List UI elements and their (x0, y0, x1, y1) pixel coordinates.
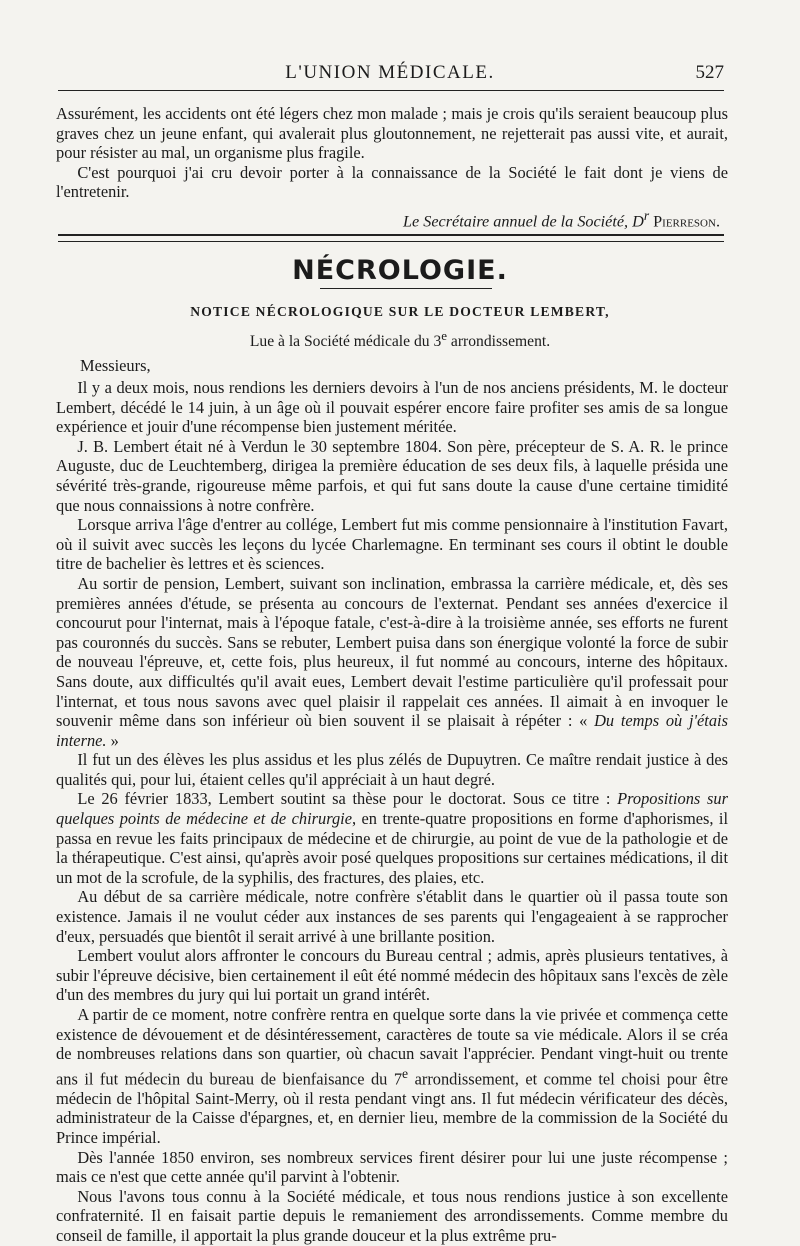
notice-subtitle-text-end: arrondissement. (447, 333, 551, 351)
title-underline (320, 288, 492, 289)
paragraph-text-end: , en trente-quatre propositions en forme d'aphorismes, il passa en revue les faits principaux de médecine et de chirurgie, au point de vue de la pathologie et de la thérapeutique. C'est ainsi, qu'après avoir posé quelques propositions sur certaines médications, il dit un mot de la scrofule, de la syphilis, des fractures, des plaies, etc. (56, 809, 729, 887)
paragraph: Nous l'avons tous connu à la Société médicale, et tous nous rendions justice à son excellente confraternité. Il en faisait partie depuis le remaniement des arrondissements. Comme membre du conseil de famille, il apportait la plus grande douceur et la plus extrême pru- (56, 1186, 728, 1245)
paragraph: Il y a deux mois, nous rendions les derniers devoirs à l'un de nos anciens présidents, M. le docteur Lembert, décédé le 14 juin, à un âge où il pouvait espérer encore faire profiter ses amis de sa longue expérience et jouir d'une récompense bien justement méritée. (56, 378, 728, 437)
signature-role: Le Secrétaire annuel de la Société, D (403, 212, 644, 231)
superscript: e (402, 1065, 409, 1081)
signature (403, 208, 720, 231)
paragraph: Au début de sa carrière médicale, notre confrère s'établit dans le quartier où il passa toute son existence. Jamais il ne voulut céder aux instances de ses parents qui l'engageaient à se rapprocher d'eux, persuadés que bientôt il serait arrivé à une brillante position. (56, 887, 728, 946)
paragraph: C'est pourquoi j'ai cru devoir porter à la connaissance de la Société le fait dont je viens de l'entretenir. (56, 162, 728, 202)
paragraph-text-end: arrondissement, et comme tel choisi pour être médecin de l'hôpital Saint-Merry, où il resta pendant vingt ans. Il fut médecin vérificateur des décès, administrateur de la Caisse d'épargnes, et, en dernier lieu, membre de la commission de la Société du Prince impérial. (56, 1069, 728, 1148)
notice-subtitle-superscript: e (441, 328, 448, 343)
section-title: NÉCROLOGIE. (292, 255, 508, 286)
section-divider (58, 234, 724, 242)
paragraph-text: Au sortir de pension, Lembert, suivant son inclination, embrassa la carrière médicale, et, dès ses premières années d'étude, se présenta au concours de l'externat. Pendant ses années d'exercice il concourut pour l'internat, mais à l'époque fatale, c'est-à-dire à la troisième année, ses efforts ne furent pas couronnés du succès. Sans se rebuter, Lembert puisa dans son énergique volonté la force de subir de nouveau l'épreuve, et, cette fois, plus heureux, il fut nommé au concours, interne des hôpitaux. Sans doute, aux difficultés qu'il avait eues, Lembert devait l'estime particulière qu'il professait pour l'internat, et tous nous savons avec quel plaisir il rappelait ces années. Il aimait à en invoquer le souvenir même dans son inférieur où bien souvent il se plaisait à répéter : « (56, 573, 728, 731)
header-rule (58, 90, 724, 91)
journal-title: L'UNION MÉDICALE. (285, 62, 495, 83)
obituary-body (56, 378, 728, 1246)
paragraph: J. B. Lembert était né à Verdun le 30 septembre 1804. Son père, précepteur de S. A. R. le prince Auguste, duc de Leuchtemberg, dirigea la première éducation de ses deux fils, à laquelle présida une sévérité très-grande, rigoureuse même parfois, et qui fut sans doute la cause d'une certaine timidité que nous connaissions à notre confrère. (56, 436, 728, 515)
paragraph: Il fut un des élèves les plus assidus et les plus zélés de Dupuytren. Ce maître rendait justice à des qualités qui, pour lui, étaient celles qu'il appréciait à un haut degré. (56, 750, 728, 789)
notice-subtitle-text: Lue à la Société médicale du 3 (249, 333, 442, 351)
paragraph (56, 574, 728, 750)
paragraph-text-end: » (106, 730, 119, 750)
paragraph: Assurément, les accidents ont été légers chez mon malade ; mais je crois qu'ils seraient beaucoup plus graves chez un jeune enfant, qui avalerait plus gloutonnement, ne rejetterait pas aussi vite, et aurait, pour résister au mal, un organisme plus fragile. (56, 104, 728, 163)
signature-role-superscript: r (643, 208, 650, 223)
running-head (56, 58, 724, 86)
signature-name: Pierreson. (653, 212, 720, 231)
notice-title: NOTICE NÉCROLOGIQUE SUR LE DOCTEUR LEMBERT, (190, 304, 610, 319)
paragraph-text: A partir de ce moment, notre confrère rentra en quelque sorte dans la vie privée et commença cette existence de dévouement et de désintéressement, caractères de toute sa vie médicale. Alors il se créa de nombreuses relations dans son quartier, où chacun savait l'apprécier. Pendant vingt-huit ou trente ans il fut médecin du bureau de bienfaisance du 7 (56, 1005, 728, 1089)
preceding-article-ending (56, 104, 728, 202)
paragraph: Lorsque arriva l'âge d'entrer au collége, Lembert fut mis comme pensionnaire à l'institution Favart, où il suivit avec succès les leçons du lycée Charlemagne. En terminant ses cours il obtint le double titre de bachelier ès lettres et ès sciences. (56, 515, 728, 574)
quotation: Du temps où j'étais interne. (56, 711, 728, 750)
paragraph (56, 1005, 728, 1148)
page-number: 527 (695, 62, 724, 83)
paragraph (56, 789, 728, 887)
paragraph: Dès l'année 1850 environ, ses nombreux services firent désirer pour lui une juste récompense ; mais ce n'est que cette année qu'il parvint à l'obtenir. (56, 1147, 728, 1187)
notice-subtitle (0, 328, 800, 351)
paragraph: Lembert voulut alors affronter le concours du Bureau central ; admis, après plusieurs tentatives, à subir l'épreuve décisive, bien certainement il eût été nommé médecin des hôpitaux sans l'excès de zèle d'un des membres du jury qui lui portait un grand intérêt. (56, 946, 728, 1005)
paragraph-text: Le 26 février 1833, Lembert soutint sa thèse pour le doctorat. Sous ce titre : (77, 789, 618, 809)
thesis-title: Propositions sur quelques points de médecine et de chirurgie (56, 789, 728, 829)
salutation: Messieurs, (80, 356, 151, 375)
